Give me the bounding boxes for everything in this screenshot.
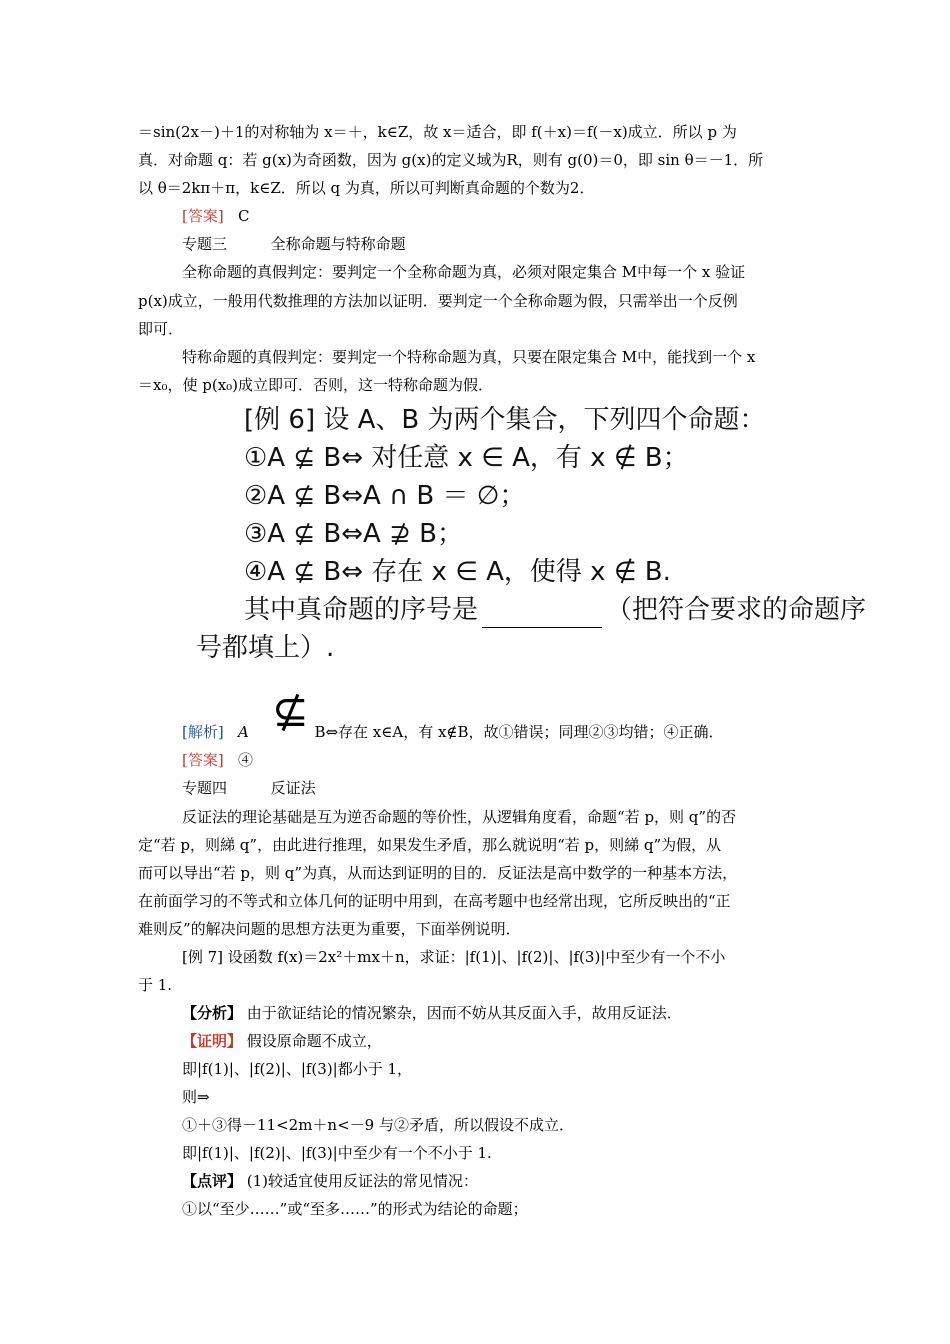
analysis-7	[182, 1003, 682, 1023]
topic-title: 反证法	[270, 779, 316, 797]
text-line: 难则反”的解决问题的思想方法更为重要，下面举例说明．	[138, 920, 521, 938]
answer-value: ④	[238, 751, 254, 769]
proof-heading	[182, 1031, 382, 1051]
proof-text: 假设原命题不成立，	[242, 1032, 382, 1050]
topic-4-heading	[182, 778, 316, 798]
analysis-text: 由于欲证结论的情况繁杂，因而不妨从其反面入手，故用反证法．	[242, 1004, 682, 1022]
example-6-question-line: 号都填上）.	[196, 633, 335, 663]
topic-label: 专题三	[182, 235, 228, 253]
example-6-title: [例 6] 设 A、B 为两个集合，下列四个命题：	[244, 405, 766, 435]
analysis-tag: [解析]	[182, 723, 224, 741]
example-6-question	[244, 592, 866, 628]
answer-tag: [答案]	[182, 751, 224, 769]
answer-value: C	[238, 207, 250, 225]
proof-line: 即|f(1)|、|f(2)|、|f(3)|都小于 1，	[182, 1060, 413, 1078]
example-7-line: [例 7] 设函数 f(x)＝2x²＋mx＋n，求证：|f(1)|、|f(2)|、|f(3)|中至少有一个不小	[182, 948, 726, 966]
proof-line: ①＋③得－11<2m＋n<－9 与②矛盾，所以假设不成立．	[182, 1116, 574, 1134]
proof-tag: 【证明】	[182, 1032, 243, 1050]
topic-title: 全称命题与特称命题	[270, 235, 406, 253]
example-6-item: ②A ⊈ B⇔A ∩ B ＝ ∅；	[244, 481, 526, 511]
text-line: p(x)成立，一般用代数推理的方法加以证明．要判定一个全称命题为假，只需举出一个反例	[138, 292, 738, 310]
analysis-line	[182, 722, 724, 742]
text-line: 即可．	[138, 320, 184, 338]
topic-label: 专题四	[182, 779, 228, 797]
example-6-item: ④A ⊈ B⇔ 存在 x ∈ A，使得 x ∉ B.	[244, 557, 671, 587]
text-line: 定“若 p，则綈 q”，由此进行推理，如果发生矛盾，那么就说明“若 p，则綈 q”为假，从	[138, 836, 722, 854]
text-line: 在前面学习的不等式和立体几何的证明中用到，在高考题中也经常出现，它所反映出的“正	[138, 892, 731, 910]
comment-line: ①以“至少……”或“至多……”的形式为结论的命题；	[182, 1200, 528, 1218]
text-line: 反证法的理论基础是互为逆否命题的等价性，从逻辑角度看，命题“若 p，则 q”的否	[182, 808, 737, 826]
comment-heading	[182, 1171, 478, 1191]
proof-line: 即|f(1)|、|f(2)|、|f(3)|中至少有一个不小于 1.	[182, 1144, 492, 1162]
example-6-item: ①A ⊈ B⇔ 对任意 x ∈ A，有 x ∉ B；	[244, 443, 689, 473]
question-text: 其中真命题的序号是	[244, 595, 479, 625]
answer-1	[182, 206, 250, 226]
answer-2	[182, 750, 253, 770]
text-line: 以 θ＝2kπ＋π，k∈Z．所以 q 为真，所以可判断真命题的个数为2．	[138, 179, 595, 197]
proof-line: 则⇒	[182, 1088, 210, 1106]
topic-3-heading	[182, 234, 406, 254]
text-line: 全称命题的真假判定：要判定一个全称命题为真，必须对限定集合 M中每一个 x 验证	[182, 263, 746, 281]
comment-tag: 【点评】	[182, 1172, 243, 1190]
answer-blank	[482, 601, 602, 628]
text-line: ＝sin(2x－)＋1的对称轴为 x＝＋，k∈Z，故 x＝适合，即 f(＋x)＝f(－x)成立．所以 p 为	[138, 123, 737, 141]
text-line: 真．对命题 q：若 g(x)为奇函数，因为 g(x)的定义域为R，则有 g(0)＝0，即 sin θ＝－1．所	[138, 151, 764, 169]
comment-text: (1)较适宜使用反证法的常见情况：	[242, 1172, 479, 1190]
question-text: （把符合要求的命题序	[606, 595, 867, 625]
analysis-text: B⇔存在 x∈A，有 x∉B，故①错误；同理②③均错；④正确．	[314, 723, 724, 741]
example-6-item: ③A ⊈ B⇔A ⊉ B；	[244, 519, 463, 549]
example-7-line: 于 1.	[138, 976, 173, 994]
analysis-var: A	[238, 723, 249, 741]
answer-tag: [答案]	[182, 207, 224, 225]
text-line: 而可以导出“若 p，则 q”为真，从而达到证明的目的．反证法是高中数学的一种基本方法，	[138, 864, 738, 882]
analysis-tag: 【分析】	[182, 1004, 243, 1022]
text-line: 特称命题的真假判定：要判定一个特称命题为真，只要在限定集合 M中，能找到一个 x	[182, 348, 756, 366]
not-subset-symbol: ⊈	[272, 686, 309, 737]
text-line: ＝x₀，使 p(x₀)成立即可．否则，这一特称命题为假．	[138, 376, 494, 394]
